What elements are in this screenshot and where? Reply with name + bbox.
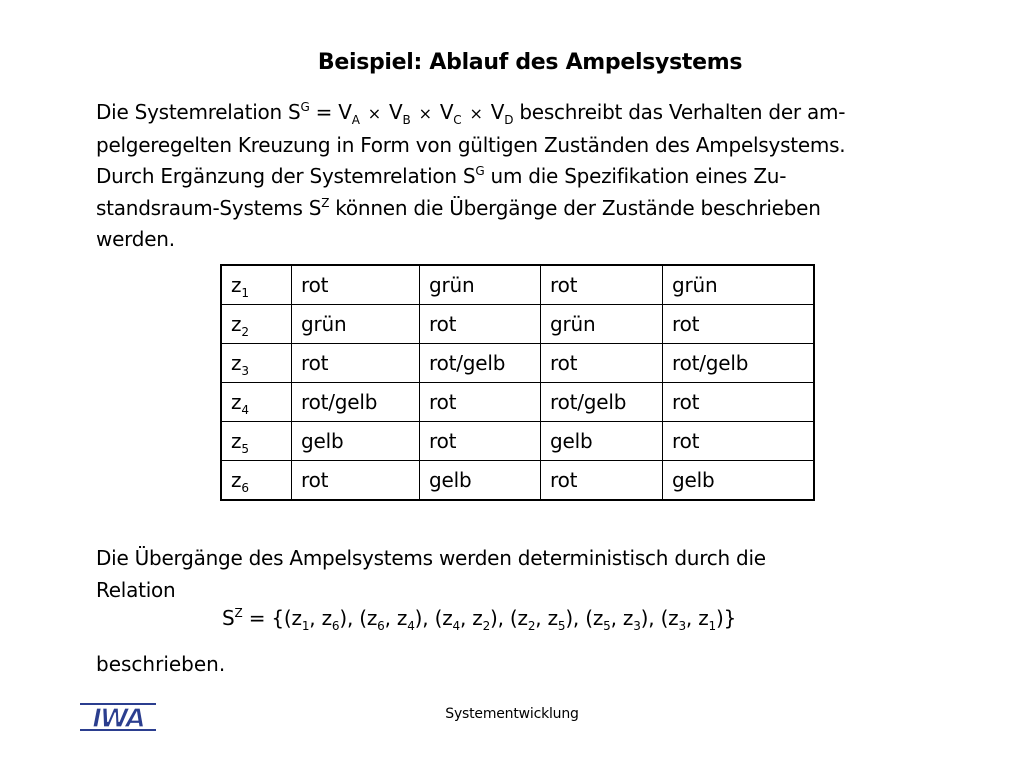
table-cell: rot — [420, 422, 541, 461]
times-symbol: × — [418, 104, 432, 123]
relation-formula: $S^Z = \{(z_1$, $z_6$), ($z_6$, $z_4$), ($z_4$, $z_2$), ($z_2$, $z_5$), ($z_5$, $z_3$), ($z_3$, $z_1$)} — [222, 606, 737, 633]
times-symbol: × — [469, 104, 483, 123]
table-cell: rot — [292, 344, 420, 383]
table-cell: rot/gelb — [292, 383, 420, 422]
table-row — [221, 461, 814, 501]
table-cell: rot — [663, 422, 815, 461]
table-cell: gelb — [541, 422, 663, 461]
table-cell: gelb — [663, 461, 815, 501]
outro-paragraph — [96, 543, 976, 606]
table-cell: grün — [663, 265, 815, 305]
table-row — [221, 305, 814, 344]
table-row — [221, 265, 814, 305]
state-cell: $z_3$ — [221, 344, 292, 383]
table-cell: rot/gelb — [663, 344, 815, 383]
table-cell: rot — [420, 305, 541, 344]
table-cell: rot — [420, 383, 541, 422]
intro-line-5: werden. — [96, 227, 175, 251]
table-cell: rot — [541, 265, 663, 305]
slide-title: Beispiel: Ablauf des Ampelsystems — [317, 50, 743, 75]
table-cell: rot — [663, 383, 815, 422]
table-cell: rot — [541, 461, 663, 501]
states-table — [220, 264, 815, 501]
footer-text: Systementwicklung — [445, 706, 579, 722]
table-cell: rot — [292, 461, 420, 501]
state-cell: $z_4$ — [221, 383, 292, 422]
intro-line-1: Die Systemrelation $S^G = V_A \times V_B \times V_C \times V_D$ beschreibt das Verhalten der am- — [96, 100, 846, 127]
table-cell: rot — [541, 344, 663, 383]
svg-text:IWA: IWA — [92, 704, 144, 734]
intro-paragraph — [96, 97, 976, 256]
table-cell: rot — [292, 265, 420, 305]
table-cell: gelb — [420, 461, 541, 501]
table-row — [221, 344, 814, 383]
outro-line-1: Die Übergänge des Ampelsystems werden deterministisch durch die — [96, 546, 766, 570]
table-row — [221, 422, 814, 461]
state-cell: $z_5$ — [221, 422, 292, 461]
table-cell: grün — [420, 265, 541, 305]
table-cell: rot — [663, 305, 815, 344]
outro-line-2: Relation — [96, 577, 176, 602]
state-cell: $z_2$ — [221, 305, 292, 344]
intro-line-4: standsraum-Systems $S^Z$ können die Übergänge der Zustände beschrieben — [96, 195, 821, 220]
table-cell: grün — [541, 305, 663, 344]
times-symbol: × — [367, 104, 381, 123]
state-cell: $z_1$ — [221, 265, 292, 305]
closing-text: beschrieben. — [96, 652, 226, 676]
state-cell: $z_6$ — [221, 461, 292, 501]
table-row — [221, 383, 814, 422]
intro-line-2: pelgeregelten Kreuzung in Form von gültigen Zuständen des Ampelsystems. — [96, 132, 846, 157]
table-cell: rot/gelb — [420, 344, 541, 383]
intro-line-3: Durch Ergänzung der Systemrelation $S^G$ um die Spezifikation eines Zu- — [96, 164, 787, 188]
table-cell: rot/gelb — [541, 383, 663, 422]
table-cell: grün — [292, 305, 420, 344]
table-cell: gelb — [292, 422, 420, 461]
